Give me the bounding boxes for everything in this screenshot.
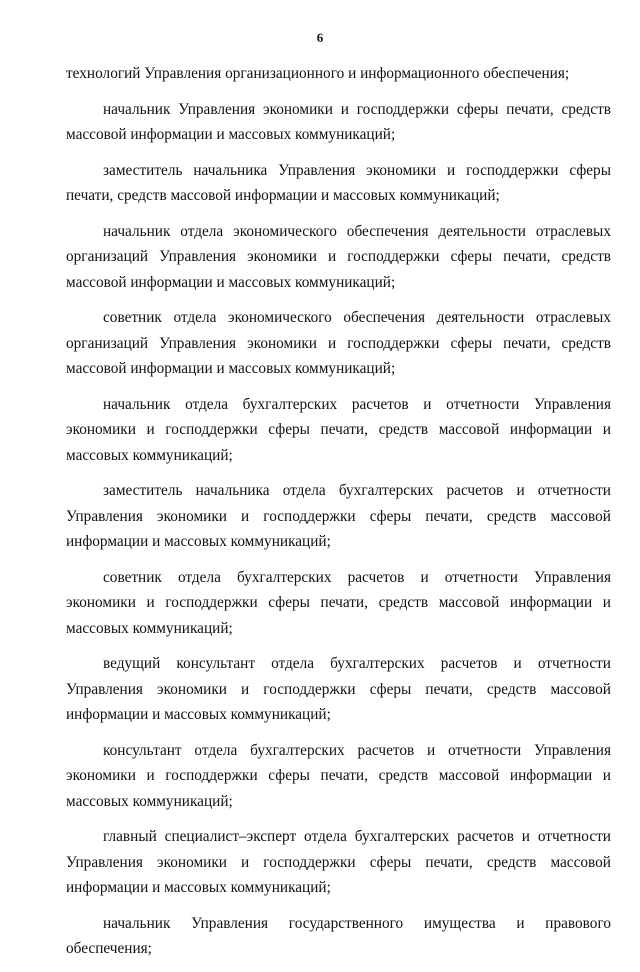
paragraph: начальник Управления экономики и господдержки сферы печати, средств массовой информации и массовых коммуникаций; <box>66 100 611 143</box>
paragraph: начальник отдела экономического обеспечения деятельности отраслевых организаций Управления экономики и господдержки сферы печати, средств массовой информации и массовых коммуникаций; <box>66 222 611 291</box>
page-number: 6 <box>316 30 324 45</box>
paragraph: начальник отдела бухгалтерских расчетов и отчетности Управления экономики и господдержки сферы печати, средств массовой информации и массовых коммуникаций; <box>66 395 611 464</box>
paragraph: ведущий консультант отдела бухгалтерских расчетов и отчетности Управления экономики и господдержки сферы печати, средств массовой информации и массовых коммуникаций; <box>66 655 611 723</box>
paragraph-continuation: технологий Управления организационного и информационного обеспечения; <box>66 65 570 82</box>
paragraph: начальник Управления государственного имущества и правового обеспечения; <box>66 914 611 957</box>
document-body <box>66 61 611 972</box>
paragraph: главный специалист–эксперт отдела бухгалтерских расчетов и отчетности Управления экономики и господдержки сферы печати, средств массовой информации и массовых коммуникаций; <box>66 828 611 896</box>
paragraph: заместитель начальника отдела бухгалтерских расчетов и отчетности Управления экономики и господдержки сферы печати, средств массовой информации и массовых коммуникаций; <box>66 482 611 550</box>
paragraph: заместитель начальника Управления экономики и господдержки сферы печати, средств массовой информации и массовых коммуникаций; <box>66 161 611 204</box>
paragraph: советник отдела бухгалтерских расчетов и отчетности Управления экономики и господдержки сферы печати, средств массовой информации и массовых коммуникаций; <box>66 568 611 637</box>
paragraph: консультант отдела бухгалтерских расчетов и отчетности Управления экономики и господдержки сферы печати, средств массовой информации и массовых коммуникаций; <box>66 741 611 810</box>
paragraph: советник отдела экономического обеспечения деятельности отраслевых организаций Управления экономики и господдержки сферы печати, средств массовой информации и массовых коммуникаций; <box>66 309 611 377</box>
